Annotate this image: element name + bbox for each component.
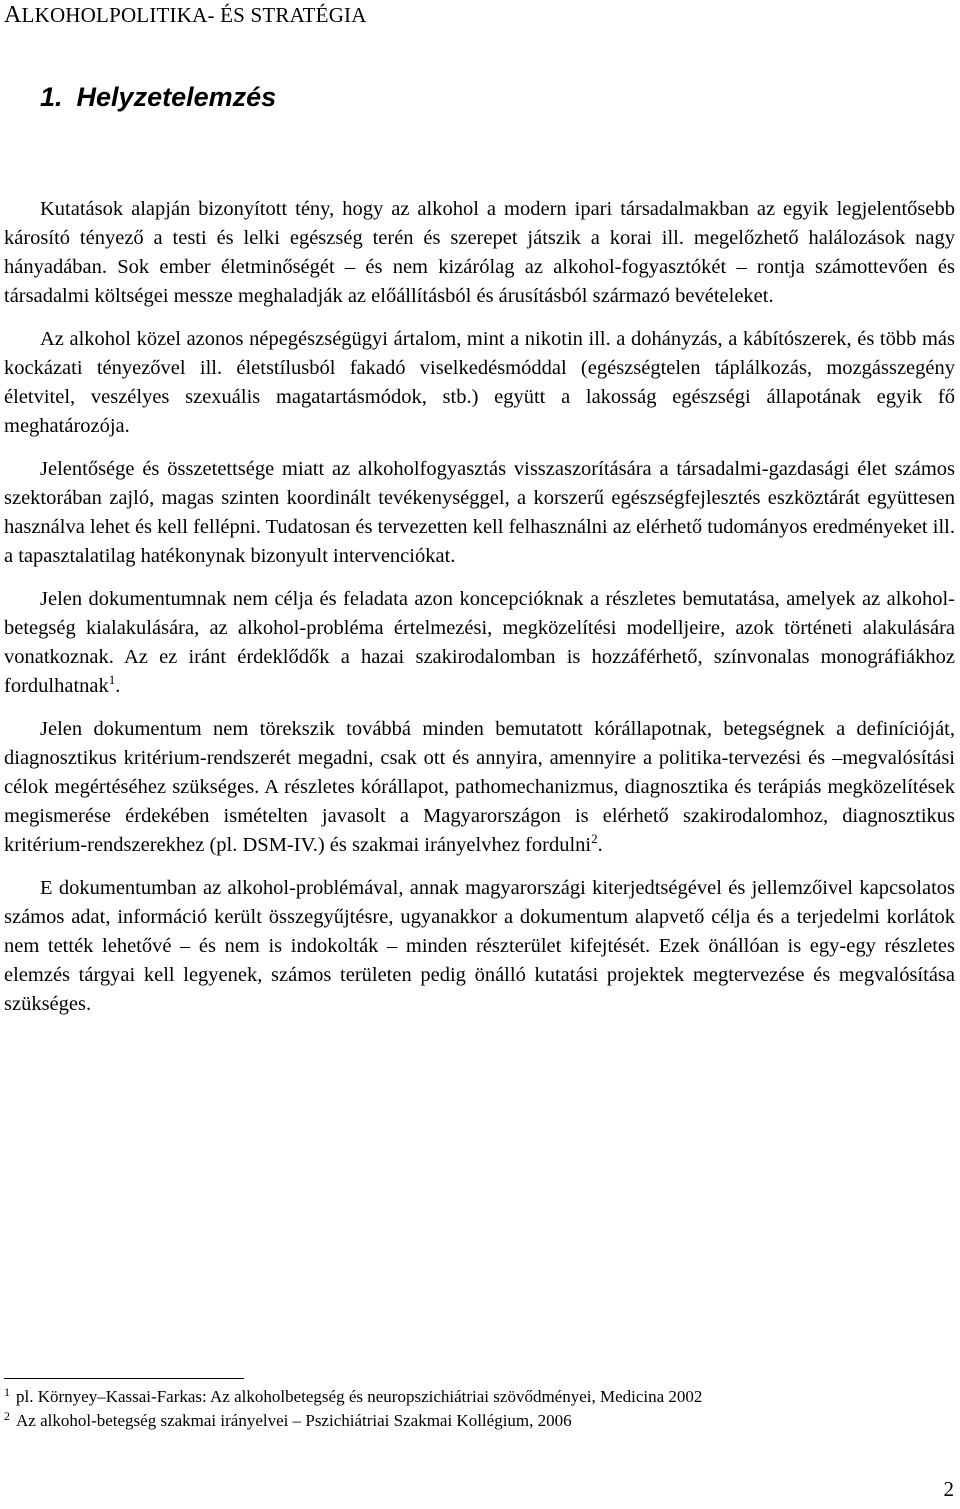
footnote-divider [4,1378,244,1379]
footnote-ref-2[interactable]: 2 [591,831,598,846]
header-initial: A [4,2,22,28]
paragraph-3 [4,455,955,571]
paragraph-text: Kutatások alapján bizonyított tény, hogy az alkohol a modern ipari társadalmakban az egyik legjelentősebb károsító tényező a testi és lelki egészség terén és szerepet játszik a korai ill. megelőzhető halálozások nagy hányadában. Sok ember életminőségét – és nem kizárólag az alkohol-fogyasztókét – rontja számottevően és társadalmi költségei messze meghaladják az előállításból és árusításból származó bevételeket. [4,198,955,307]
footnote-text: Az alkohol-betegség szakmai irányelvei – Pszichiátriai Szakmai Kollégium, 2006 [16,1411,572,1430]
paragraph-text: Az alkohol közel azonos népegészségügyi ártalom, mint a nikotin ill. a dohányzás, a kábítószerek, és több más kockázati tényezővel ill. életstílusból fakadó viselkedésmóddal (egészségtelen táplálkozás, mozgásszegény életvitel, veszélyes szexuális magatartásmódok, stb.) együtt a lakosság egészségi állapotának egyik fő meghatározója. [4,328,955,437]
paragraph-end: . [597,834,603,856]
paragraph-end: . [115,675,121,697]
section-heading [40,82,276,113]
paragraph-text: Jelen dokumentum nem törekszik továbbá minden bemutatott kórállapotnak, betegségnek a definícióját, diagnosztikus kritérium-rendszerét megadni, csak ott és annyira, amennyire a politika-tervezési és –megvalósítási célok megértéséhez szükséges. A részletes kórállapot, pathomechanizmus, diagnosztika és terápiás megközelítések megismerése érdekében ismételten javasolt a Magyarországon is elérhető szakirodalomhoz, diagnosztikus kritérium-rendszerekhez (pl. DSM-IV.) és szakmai irányelvhez fordulni [4,718,955,856]
document-header [4,2,367,29]
paragraph-5 [4,715,955,860]
footnote-number: 1 [4,1385,10,1399]
header-title-rest: LKOHOLPOLITIKA- ÉS STRATÉGIA [21,3,367,27]
footnote-number: 2 [4,1409,10,1423]
paragraph-1 [4,195,955,311]
footnotes [4,1385,944,1433]
paragraph-text: Jelen dokumentumnak nem célja és feladata azon koncepcióknak a részletes bemutatása, amelyek az alkohol-betegség kialakulására, az alkohol-probléma értelmezési, megközelítési modelljeire, azok történeti alakulására vonatkoznak. Az ez iránt érdeklődők a hazai szakirodalomban is hozzáférhető, színvonalas monográfiákhoz fordulhatnak [4,588,955,697]
section-title: Helyzetelemzés [76,82,277,112]
paragraph-4 [4,585,955,701]
footnote-ref-1[interactable]: 1 [108,672,116,687]
page-number: 2 [943,1477,954,1501]
footnote-text: pl. Környey–Kassai-Farkas: Az alkoholbetegség és neuropszichiátriai szövődményei, Medicina 2002 [16,1387,703,1406]
paragraph-2 [4,325,955,441]
paragraph-text: Jelentősége és összetettsége miatt az alkoholfogyasztás visszaszorítására a társadalmi-gazdasági élet számos szektorában zajló, magas szinten koordinált tevékenységgel, a korszerű egészségfejlesztés eszköztárát együttesen használva lehet és kell fellépni. Tudatosan és tervezetten kell felhasználni az elérhető tudományos eredményeket ill. a tapasztalatilag hatékonynak bizonyult intervenciókat. [4,458,955,567]
section-number: 1. [40,82,63,112]
paragraph-6 [4,874,955,1019]
footnote-1 [4,1385,944,1409]
body-text [4,195,955,1033]
paragraph-text: E dokumentumban az alkohol-problémával, annak magyarországi kiterjedtségével és jellemzőivel kapcsolatos számos adat, információ került összegyűjtésre, ugyanakkor a dokumentum alapvető célja és a terjedelmi korlátok nem tették lehetővé – és nem is indokolták – minden részterület kifejtését. Ezek önállóan is egy-egy részletes elemzés tárgyai kell legyenek, számos területen pedig önálló kutatási projektek megtervezése és megvalósítása szükséges. [4,877,955,1015]
footnote-2 [4,1409,944,1433]
